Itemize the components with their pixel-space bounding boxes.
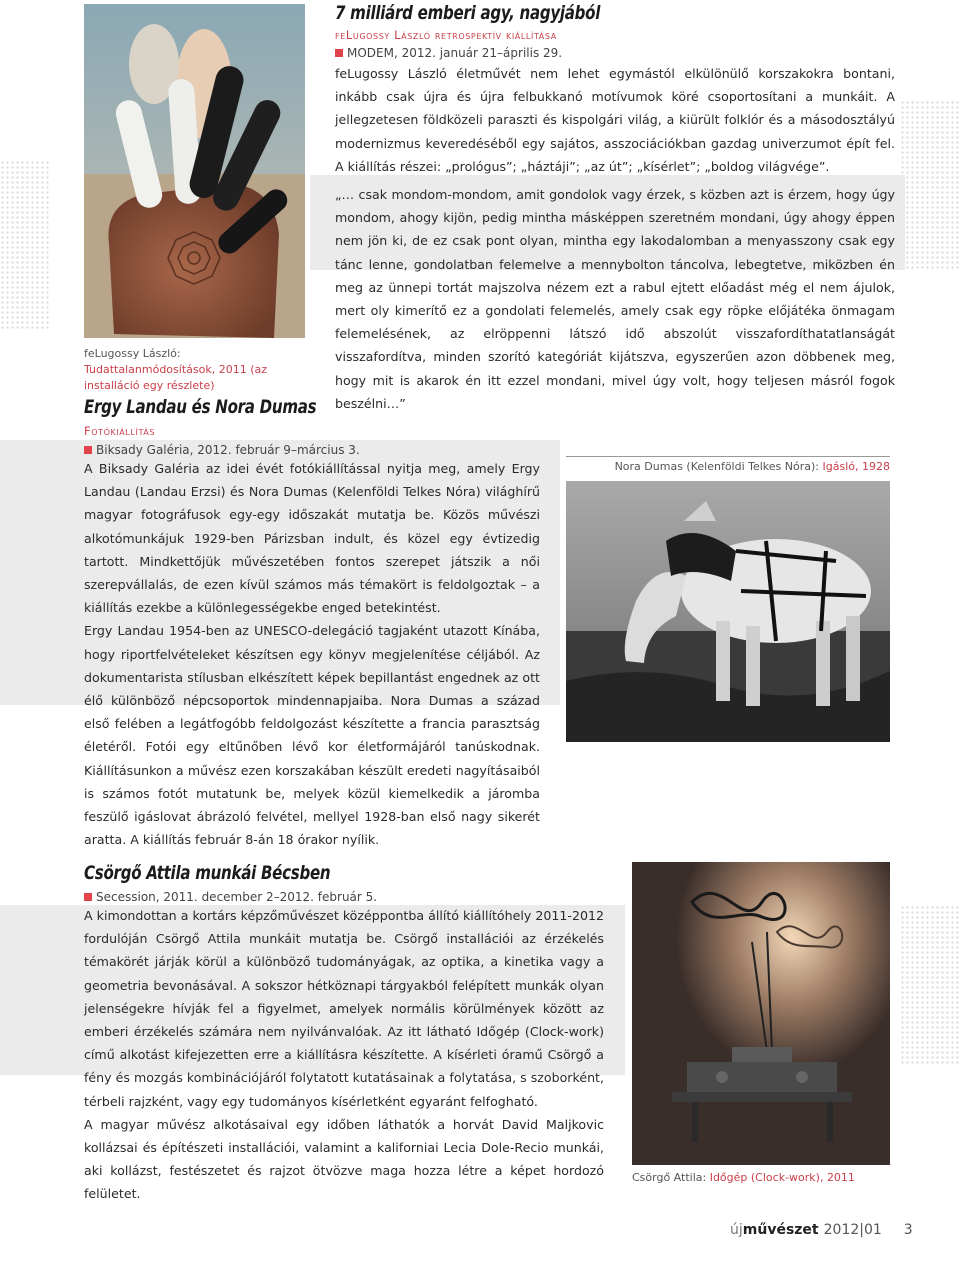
paragraph: A kimondottan a kortárs képzőművészet középpontba állító kiállítóhely 2011-2012 fordulóján Csörgő Attila munkáit mutatja be. Csörgő installációi az érzékelés témakörét járják körül a különböző tudományágak, az optika, a kinetika vagy a geometria bevonásával. A sokszor hétköznapi tárgyakból felépített munkák olyan jelenségekre hívják fel a figyelmet, amelyek normális körülmények között az emberi érzékelés számára nem nyilvánvalóak. Az itt látható Időgép (Clock-work) című alkotást kifejezetten erre a kiállításra készítette. A kísérleti óramű Csörgő a fény és mozgás kombinációjáról folytatott kutatásainak a folytatása, s szoborként, térbeli rajzként, vagy egy tudományos kísérletként egyaránt felfogható. xyxy=(84,908,604,1109)
venue-dates: Secession, 2011. december 2–2012. február 5. xyxy=(96,890,378,904)
clock-work-installation-image xyxy=(632,862,890,1165)
venue-dates: Biksady Galéria, 2012. február 9–március 3. xyxy=(96,443,360,457)
paragraph: A magyar művész alkotásaival egy időben láthatók a horvát David Maljkovic kollázsai és építészeti installációi, valamint a kaliforniai Lecia Dole-Recio munkái, aki kollázst, festészetet és rajzot ötvözve maga hozza létre a képet hordozó felületet. xyxy=(84,1116,604,1202)
article-body xyxy=(84,904,604,1206)
quote-paragraph: „… csak mondom-mondom, amit gondolok vagy érzek, s közben azt is érzem, hogy úgy mondom, ahogy kijön, pedig mintha másképpen szeretném mondani, úgy ahogy éppen nem jön ki, de ez csak pont olyan, mintha egy lakodalomban a menyasszony csak egy tánc lenne, gondolatban felemelve a mennybolton táncolva, lebegtetve, miközben én meg az ünnepi tortát majszolva nézem ezt a rabul ejtett előadást még el nem ájulok, mert oly kimerítő ez a gondolati felemelés, amely csak egy röpke előjátéka önmagam felemelésének, az elröppenni látszó idő abszolút visszafordíthatatlanságát visszafordítva, minden szorító kategóriát kijátszva, egyszerűen azon döbbenek meg, hogy mit is akarok én itt ezzel mondani, mivel úgy volt, hogy teljesen másról fogok beszélni…” xyxy=(335,187,895,411)
article-subtitle: Fotókiállítás xyxy=(84,424,156,438)
venue-dates: MODEM, 2012. január 21–április 29. xyxy=(347,46,563,60)
hand-installation-image xyxy=(84,4,305,338)
magazine-prefix: új xyxy=(730,1222,743,1238)
article-title: Csörgő Attila munkái Bécsben xyxy=(84,862,331,884)
article-meta xyxy=(84,443,540,457)
article-title: Ergy Landau és Nora Dumas xyxy=(84,396,317,418)
caption-author: Csörgő Attila: xyxy=(632,1171,707,1184)
caption-csorgo xyxy=(632,1170,892,1186)
bullet-square-icon xyxy=(84,893,92,901)
caption-work: Időgép (Clock-work), 2011 xyxy=(709,1171,855,1184)
photo-idogep xyxy=(632,862,890,1165)
bullet-square-icon xyxy=(84,446,92,454)
caption-dumas-rule xyxy=(566,456,890,457)
photo-igaslo xyxy=(566,481,890,742)
caption-dumas xyxy=(566,459,890,475)
paragraph: Ergy Landau 1954-ben az UNESCO-delegáció tagjaként utazott Kínába, hogy riportfelvételeket készítsen egy könyv megjelenítése céljából. Az dokumentarista stílusban elkészített képek bepillantást engednek az ott élő különböző népcsoportok mindennapjaiba. Nora Dumas a század első felében a legátfogóbb feldolgozást készítette a francia parasztság életéről. Fotói egy eltűnőben lévő kor életformájáról tanúskodnak. Kiállításunkon a művész ezen korszakában készült eredeti nagyításaiból is számos fotót mutatunk be, melyek közül kiemelkedik a járomba feszülő igáslovat ábrázoló felvétel, mellyel 1928-ban első nagy sikerét aratta. A kiállítás február 8-án 18 órakor nyílik. xyxy=(84,623,540,848)
article-felugossy xyxy=(335,2,895,415)
article-meta xyxy=(84,890,604,904)
article-csorgo xyxy=(84,862,604,1206)
article-body xyxy=(335,62,895,415)
draft-horse-image xyxy=(566,481,890,742)
left-margin-dots xyxy=(0,160,50,330)
page-number: 3 xyxy=(903,1222,913,1238)
photo-felugossy-installation xyxy=(84,4,305,338)
article-meta xyxy=(335,46,895,60)
paragraph: feLugossy László életművét nem lehet egymástól elkülönülő korszakokra bontani, inkább csak újra és újra felbukkanó motívumok köré csoportosítani a munkáit. A jellegzetesen földközeli paraszti és kispolgári világ, a kiürült folklór és a másodosztályú modernizmus keveredéséből egy sajátos, asszociációkban gazdag univerzumot épít fel. A kiállítás részei: „prológus”; „háztáji”; „az út”; „kísérlet”; „boldog világvége”. xyxy=(335,66,895,174)
right-margin-dots-bottom xyxy=(900,905,960,1065)
paragraph: A Biksady Galéria az idei évét fotókiállítással nyitja meg, amely Ergy Landau (Landau Erzsi) és Nora Dumas (Kelenföldi Telkes Nóra) világhírű magyar fotográfusok egy-egy időszakát mutatja be. Közös művészi alkotómunkájuk 1929-ben Párizsban indult, és közel egy évtizedig tartott. Mindkettőjük művészetében fontos szerepet játszik a női szerepvállalás, de ezen kívül számos más témakört is feldolgoztak – a kiállítás ezekbe a különlegességekbe enged betekintést. xyxy=(84,461,540,616)
caption-felugossy xyxy=(84,346,309,394)
article-subtitle: feLugossy László retrospektív kiállítása xyxy=(335,28,557,42)
article-landau-dumas xyxy=(84,396,540,851)
article-body xyxy=(84,457,540,851)
magazine-name: művészet xyxy=(742,1222,819,1238)
caption-work: Igásló, 1928 xyxy=(822,460,890,473)
article-title: 7 milliárd emberi agy, nagyjából xyxy=(335,2,601,24)
bullet-square-icon xyxy=(335,49,343,57)
right-margin-dots-top xyxy=(900,100,960,270)
caption-work: Tudattalanmódosítások, 2011 (az installáció egy részlete) xyxy=(84,363,267,392)
footer xyxy=(730,1222,930,1242)
caption-author: Nora Dumas (Kelenföldi Telkes Nóra): xyxy=(614,460,820,473)
caption-author: feLugossy László: xyxy=(84,347,181,360)
issue-number: 2012|01 xyxy=(823,1222,882,1238)
